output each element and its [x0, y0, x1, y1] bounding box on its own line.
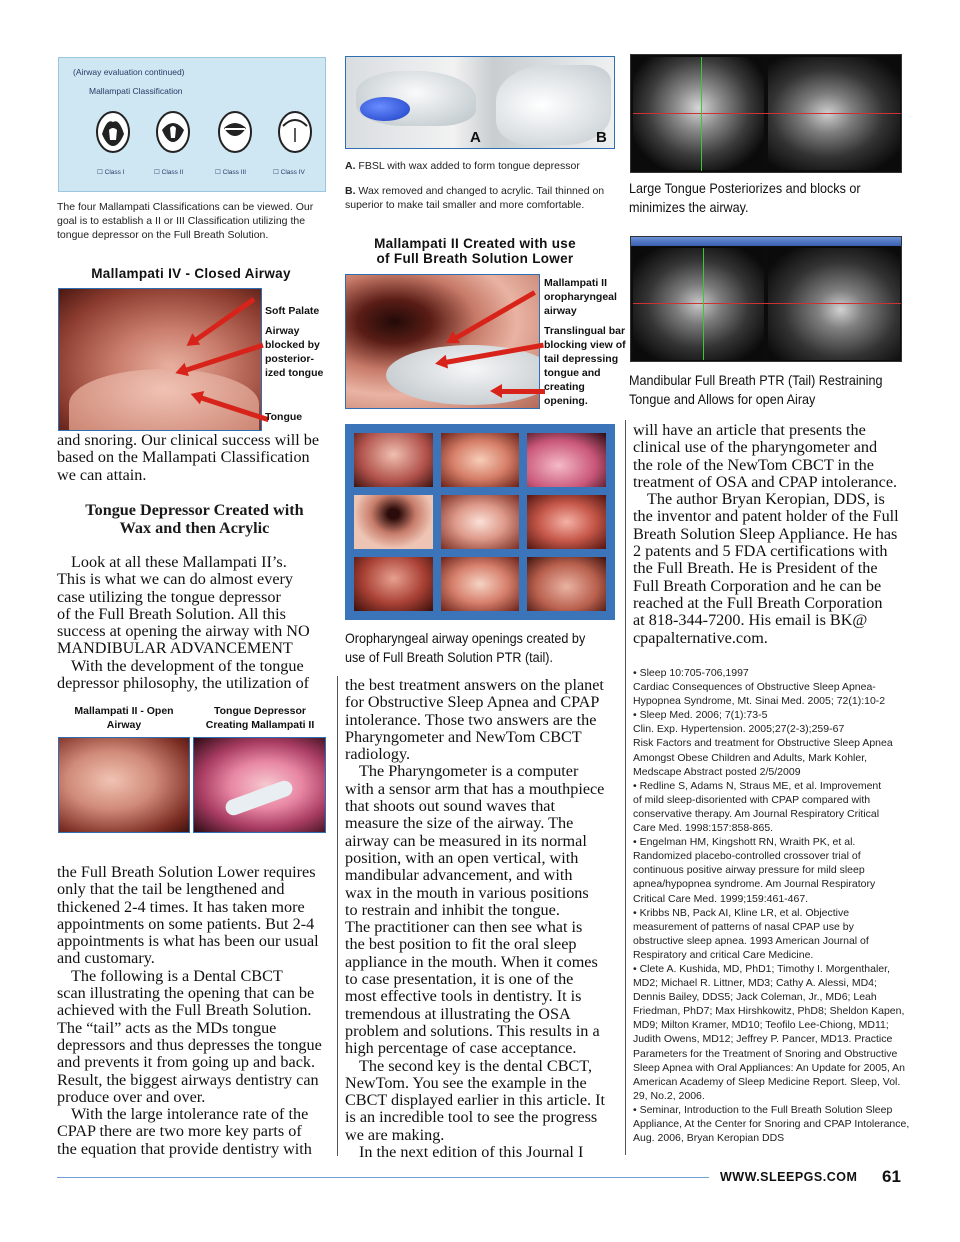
grid-photo-1: [354, 433, 433, 487]
arrow-tail: [500, 389, 545, 394]
references-list: • Sleep 10:705-706,1997 Cardiac Consequences of Obstructive Sleep Apnea- Hypopnea Syndrome, Mt. Sinai Med. 2005; 72(1):10-2 • Sleep Med. 2006; 7(1):73-5 Clin. Exp. Hypertension. 2005;27(2-3);259-67 Risk Factors and treatment for Obstructive Sleep Apnea Amongst Obese Children and Adults, Mark Kohler, Medscape Abstract posted 2/5/2009 • Redline S, Adams N, Straus ME, et al. Improvement of mild sleep-disoriented with CPAP compared with conservative therapy. Am Journal Respiratory Critical Care Med. 1998:157:858-865. • Engelman HM, Kingshott RN, Wraith PK, et al. Randomized placebo-controlled crossover trial of continuous positive airway pressure for mild sleep apnea/hypopnea syndrome. Am Journal Respiratory Critical Care Med. 1999;159:461-467. • Kribbs NB, Pack AI, Kline LR, et al. Objective measurement of patterns of nasal CPAP use by obstructive sleep apnea. 1993 American Journal of Respiratory and critical Care Medicine. • Clete A. Kushida, MD, PhD1; Timothy I. Morgenthaler, MD2; Michael R. Littner, MD3; Cathy A. Alessi, MD4; Dennis Bailey, DDS5; Jack Coleman, Jr., MD6; Leah Friedman, PhD7; Max Hirshkowitz, PhD8; Sheldon Kapen, MD9; Milton Kramer, MD10; Teofilo Lee-Chiong, MD11; Judith Owens, MD12; Jeffrey P. Pancer, MD13. Practice Parameters for the Treatment of Snoring and Obstructive Sleep Apnea with Oral Appliances: An Update for 2005, An American Academy of Sleep Medicine Report. Sleep, Vol. 29, No.2, 2006. • Seminar, Introduction to the Full Breath Solution Sleep Appliance, At the Center for Snoring and CPAP Intolerance, Aug. 2006, Bryan Keropian DDS: [633, 667, 910, 1145]
fbsl-caption-b: B. Wax removed and changed to acrylic. Tail thinned on superior to make tail smaller and more comfortable.: [345, 185, 605, 211]
grid-photo-3: [527, 433, 606, 487]
cbct-top-caption: Large Tongue Posteriorizes and blocks or minimizes the airway.: [629, 180, 861, 215]
column-rule-2: [625, 420, 626, 1155]
page-number: 61: [882, 1167, 901, 1186]
tongue-shape: [69, 369, 259, 431]
grid-photo-2: [441, 433, 520, 487]
figure-header: (Airway evaluation continued): [73, 67, 185, 77]
compare-left-photo: [58, 737, 190, 833]
cbct-top-guide-h: [633, 113, 901, 114]
mallampati-iv-heading: Mallampati IV - Closed Airway: [91, 266, 291, 281]
col1-text-top: and snoring. Our clinical success will be based on the Mallampati Classification we can attain.: [57, 431, 320, 484]
mallampati-classification-figure: [58, 57, 326, 192]
class-option-2: ☐ Class II: [154, 169, 184, 176]
fbsl-wax-tongue: [360, 97, 410, 121]
col1-text-mid: Look at all these Mallampati II’s. This is what we can do almost every case utilizing the tongue depressor of the Full Breath Solution. All this success at opening the airway with NO MANDIBULAR ADVANCEMENT With the development of the tongue depressor philosophy, the utilization of: [57, 553, 310, 693]
label-mallampati-ii-airway: Mallampati II oropharyngeal airway: [544, 277, 617, 317]
cbct-scan-bottom: [630, 236, 902, 362]
col1-text-bottom: the Full Breath Solution Lower requires only that the tail be lengthened and thickened 2-4 times. It has taken more appointments on some patients. But 2-4 appointments is what has been our usual and customary. The following is a Dental CBCT scan illustrating the opening that can be achieved with the Full Breath Solution. The “tail” acts as the MDs tongue depressors and thus depresses the tongue and prevents it from going up and back. Result, the biggest airways dentistry can produce over and over. With the large intolerance rate of the CPAP there are two more key parts of the equation that provide dentistry with: [57, 863, 322, 1158]
cbct-top-guide-v: [701, 57, 702, 171]
cbct-bottom-right-view: [768, 248, 900, 360]
mallampati-class-4-drawing: [279, 112, 311, 152]
photo-label-b: B: [596, 129, 607, 146]
mallampati-class-3-drawing: [219, 112, 251, 152]
class-option-3: ☐ Class III: [215, 169, 247, 176]
col2-text: the best treatment answers on the planet for Obstructive Sleep Apnea and CPAP intolerance. Those two answers are the Pharyngometer and NewTom CBCT radiology. The Pharyngometer is a computer with a sensor arm that has a mouthpiece that shoots out sound waves that measure the size of the airway. The airway can be measured in its normal position, with an open vertical, with mandibular advancement, and with wax in the mouth in various positions to restrain and inhibit the tongue. The practitioner can then see what is the best position to fit the oral sleep appliance in the mouth. When it comes to case presentation, it is one of the most effective tools in dentistry. It is tremendous at illustrating the OSA problem and solutions. This results in a high percentage of case acceptance. The second key is the dental CBCT, NewTom. You see the example in the CBCT displayed earlier in this article. It is an incredible tool to see the progress we are making. In the next edition of this Journal I: [345, 676, 605, 1162]
cbct-bottom-guide-v: [703, 248, 704, 360]
label-tongue: Tongue: [265, 411, 303, 423]
column-rule: [337, 676, 338, 1156]
label-airway-blocked: Airway blocked by posterior- ized tongue: [265, 325, 324, 379]
grid-photo-4: [354, 495, 433, 549]
photo-label-a: A: [470, 129, 481, 146]
fbsl-photo: [345, 56, 615, 149]
grid-photo-6: [527, 495, 606, 549]
fbsl-appliance-b: [496, 65, 611, 145]
grid-photo-9: [527, 557, 606, 611]
grid-photo-7: [354, 557, 433, 611]
airway-photo-grid: [345, 424, 615, 620]
grid-photo-8: [441, 557, 520, 611]
translingual-bar: [386, 345, 540, 405]
label-soft-palate: Soft Palate: [265, 305, 320, 317]
compare-right-photo: [193, 737, 326, 833]
figure-title: Mallampati Classification: [89, 86, 183, 96]
cbct-window-bar: [631, 237, 902, 246]
class-option-4: ☐ Class IV: [273, 169, 305, 176]
mallampati-class-1-drawing: [97, 112, 129, 152]
depressor-shape: [223, 779, 294, 818]
compare-left-label: Mallampati II - Open Airway: [74, 705, 174, 731]
grid-photo-5: [441, 495, 520, 549]
mallampati-diagrams: [89, 104, 319, 164]
footer-website: WWW.SLEEPGS.COM: [720, 1170, 858, 1184]
cbct-bottom-left-view: [633, 248, 764, 360]
fbsl-caption-a: A. FBSL with wax added to form tongue depressor: [345, 160, 580, 172]
class-option-1: ☐ Class I: [97, 169, 125, 176]
cbct-scan-top: [630, 54, 902, 173]
cbct-bottom-guide-h: [633, 303, 901, 304]
cbct-bottom-caption: Mandibular Full Breath PTR (Tail) Restraining Tongue and Allows for open Airay: [629, 372, 883, 407]
label-translingual-bar: Translingual bar blocking view of tail depressing tongue and creating opening.: [544, 325, 626, 407]
airway-grid-caption: Oropharyngeal airway openings created by use of Full Breath Solution PTR (tail).: [345, 630, 586, 665]
mallampati-classification-caption: The four Mallampati Classifications can be viewed. Our goal is to establish a II or III Classification utilizing the tongue depressor on the Full Breath Solution.: [57, 201, 314, 241]
footer-rule: [57, 1177, 709, 1178]
col3-text: will have an article that presents the clinical use of the pharyngometer and the role of the NewTom CBCT in the treatment of OSA and CPAP intolerance. The author Bryan Keropian, DDS, is the inventor and patent holder of the Full Breath Solution Sleep Appliance. He has 2 patents and 5 FDA certifications with the Full Breath. He is President of the Full Breath Corporation and he can be reached at the Full Breath Corporation at 818-344-7200. His email is BK@ cpapalternative.com.: [633, 421, 899, 647]
compare-right-label: Tongue Depressor Creating Mallampati II: [205, 705, 315, 731]
mallampati-class-2-drawing: [157, 112, 189, 152]
mallampati-ii-heading: Mallampati II Created with use of Full Breath Solution Lower: [374, 236, 576, 266]
section-heading: Tongue Depressor Created with Wax and then Acrylic: [85, 501, 304, 537]
